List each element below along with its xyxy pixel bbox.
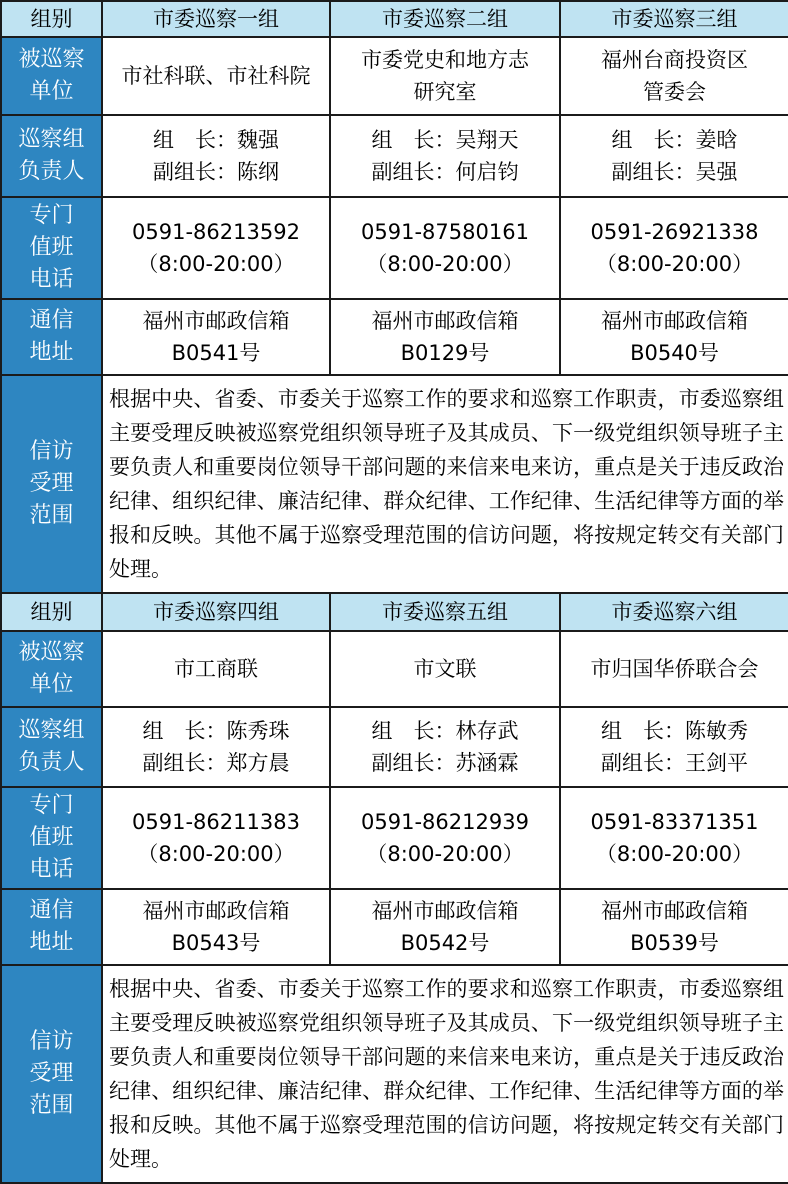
hotline-row [1, 197, 788, 299]
unit-line: 市社科联、市社科院 [121, 64, 311, 88]
row-label-line: 地址 [29, 930, 74, 955]
unit-line: 管委会 [643, 80, 706, 104]
phone-number: 0591-86212939 [361, 810, 529, 834]
mailing-address [102, 299, 330, 375]
group-name: 市委巡察六组 [560, 593, 788, 631]
row-label-line: 负责人 [18, 159, 85, 184]
group-leaders [330, 115, 560, 197]
row-label-line: 值班 [29, 825, 74, 850]
deputy-leader: 副组长：苏涵霖 [371, 751, 519, 775]
row-label-line: 巡察组 [18, 127, 85, 152]
phone-number: 0591-86213592 [132, 220, 300, 244]
mail-line: 福州市邮政信箱 [371, 899, 519, 923]
row-label-phone [1, 197, 102, 299]
petition-scope-text: 根据中央、省委、市委关于巡察工作的要求和巡察工作职责，市委巡察组主要受理反映被巡察党组织领导班子及其成员、下一级党组织领导班子主要负责人和重要岗位领导干部问题的来信来电来访，重点是关于违反政治纪律、组织纪律、廉洁纪律、群众纪律、工作纪律、生活纪律等方面的举报和反映。其他不属于巡察受理范围的信访问题，将按规定转交有关部门处理。 [102, 375, 788, 593]
unit-line: 市委党史和地方志 [361, 48, 529, 72]
hotline [330, 787, 560, 889]
group-name: 市委巡察一组 [102, 1, 330, 37]
petition-scope-text: 根据中央、省委、市委关于巡察工作的要求和巡察工作职责，市委巡察组主要受理反映被巡察党组织领导班子及其成员、下一级党组织领导班子主要负责人和重要岗位领导干部问题的来信来电来访，重点是关于违反政治纪律、组织纪律、廉洁纪律、群众纪律、工作纪律、生活纪律等方面的举报和反映。其他不属于巡察受理范围的信访问题，将按规定转交有关部门处理。 [102, 965, 788, 1183]
service-hours: （8:00-20:00） [366, 252, 524, 276]
group-name: 市委巡察二组 [330, 1, 560, 37]
inspected-unit [330, 631, 560, 707]
group-leader: 组 长：林存武 [371, 719, 519, 743]
inspected-unit [102, 631, 330, 707]
row-label-mail [1, 299, 102, 375]
group-header-row [1, 1, 788, 37]
row-label-line: 专门 [29, 793, 74, 818]
row-label-line: 通信 [29, 898, 74, 923]
phone-number: 0591-86211383 [132, 810, 300, 834]
mailing-address-row [1, 889, 788, 965]
mailing-address [330, 889, 560, 965]
mailing-address [560, 889, 788, 965]
unit-line: 市归国华侨联合会 [590, 657, 759, 681]
row-label-line: 信访 [29, 439, 74, 464]
group-leaders [330, 707, 560, 787]
row-label-leaders [1, 115, 102, 197]
mail-line: 福州市邮政信箱 [142, 309, 290, 333]
mail-line: B0543号 [171, 931, 261, 955]
petition-scope-row [1, 375, 788, 593]
row-label-line: 受理 [29, 1061, 74, 1086]
hotline [102, 787, 330, 889]
group-name: 市委巡察四组 [102, 593, 330, 631]
service-hours: （8:00-20:00） [366, 842, 524, 866]
deputy-leader: 副组长：何启钧 [371, 160, 519, 184]
mail-line: B0542号 [400, 931, 490, 955]
mail-line: B0541号 [171, 341, 261, 365]
mailing-address-row [1, 299, 788, 375]
row-label-line: 受理 [29, 471, 74, 496]
row-label-line: 被巡察 [18, 47, 85, 72]
row-label-line: 电话 [29, 267, 74, 292]
hotline [330, 197, 560, 299]
service-hours: （8:00-20:00） [595, 842, 754, 866]
row-label-line: 地址 [29, 340, 74, 365]
inspected-unit [102, 37, 330, 115]
row-label-line: 信访 [29, 1029, 74, 1054]
row-label-line: 值班 [29, 235, 74, 260]
leaders-row [1, 115, 788, 197]
phone-number: 0591-26921338 [590, 220, 759, 244]
phone-number: 0591-83371351 [590, 810, 759, 834]
row-label-line: 巡察组 [18, 718, 85, 743]
hotline [560, 197, 788, 299]
mailing-address [560, 299, 788, 375]
hotline-row [1, 787, 788, 889]
group-leader: 组 长：吴翔天 [371, 128, 519, 152]
deputy-leader: 副组长：郑方晨 [142, 751, 290, 775]
leaders-block [601, 715, 748, 779]
group-name: 市委巡察三组 [560, 1, 788, 37]
group-header-row [1, 593, 788, 631]
group-leader: 组 长：陈秀珠 [142, 719, 290, 743]
group-leaders [560, 707, 788, 787]
unit-line: 市文联 [413, 657, 477, 681]
leaders-block [372, 124, 519, 188]
group-header-label: 组别 [1, 1, 102, 37]
row-label-line: 单位 [29, 79, 74, 104]
service-hours: （8:00-20:00） [137, 842, 295, 866]
inspected-unit [560, 37, 788, 115]
group-header-label: 组别 [1, 593, 102, 631]
leaders-block [143, 715, 290, 779]
group-name: 市委巡察五组 [330, 593, 560, 631]
deputy-leader: 副组长：吴强 [611, 160, 738, 184]
row-label-line: 通信 [29, 308, 74, 333]
group-leader: 组 长：陈敏秀 [601, 719, 748, 743]
row-label-leaders [1, 707, 102, 787]
row-label-line: 负责人 [18, 750, 85, 775]
row-label-line: 单位 [29, 672, 74, 697]
mailing-address [102, 889, 330, 965]
inspected-unit-row [1, 37, 788, 115]
leaders-block [153, 124, 279, 188]
unit-line: 研究室 [413, 80, 477, 104]
mailing-address [330, 299, 560, 375]
hotline [560, 787, 788, 889]
hotline [102, 197, 330, 299]
unit-line: 福州台商投资区 [601, 48, 748, 72]
inspected-unit [560, 631, 788, 707]
mail-line: 福州市邮政信箱 [142, 899, 290, 923]
phone-number: 0591-87580161 [361, 220, 529, 244]
row-label-unit [1, 37, 102, 115]
row-label-line: 范围 [29, 1093, 74, 1118]
group-leaders [102, 115, 330, 197]
unit-line: 市工商联 [174, 657, 258, 681]
inspected-unit [330, 37, 560, 115]
mail-line: 福州市邮政信箱 [601, 899, 748, 923]
petition-scope-row [1, 965, 788, 1183]
service-hours: （8:00-20:00） [595, 252, 754, 276]
leaders-block [372, 715, 519, 779]
leaders-row [1, 707, 788, 787]
group-leaders [560, 115, 788, 197]
row-label-line: 被巡察 [18, 640, 85, 665]
mail-line: B0540号 [630, 341, 719, 365]
group-leader: 组 长：姜晗 [611, 128, 738, 152]
group-leaders [102, 707, 330, 787]
leaders-block [612, 124, 738, 188]
mail-line: 福州市邮政信箱 [371, 309, 519, 333]
row-label-mail [1, 889, 102, 965]
row-label-scope [1, 375, 102, 593]
group-leader: 组 长：魏强 [153, 128, 279, 152]
row-label-unit [1, 631, 102, 707]
service-hours: （8:00-20:00） [137, 252, 295, 276]
row-label-scope [1, 965, 102, 1183]
row-label-line: 专门 [29, 203, 74, 228]
deputy-leader: 副组长：王剑平 [601, 751, 748, 775]
row-label-line: 电话 [29, 857, 74, 882]
row-label-line: 范围 [29, 503, 74, 528]
mail-line: B0539号 [630, 931, 719, 955]
mail-line: B0129号 [400, 341, 490, 365]
mail-line: 福州市邮政信箱 [601, 309, 748, 333]
row-label-phone [1, 787, 102, 889]
inspected-unit-row [1, 631, 788, 707]
deputy-leader: 副组长：陈纲 [153, 160, 279, 184]
